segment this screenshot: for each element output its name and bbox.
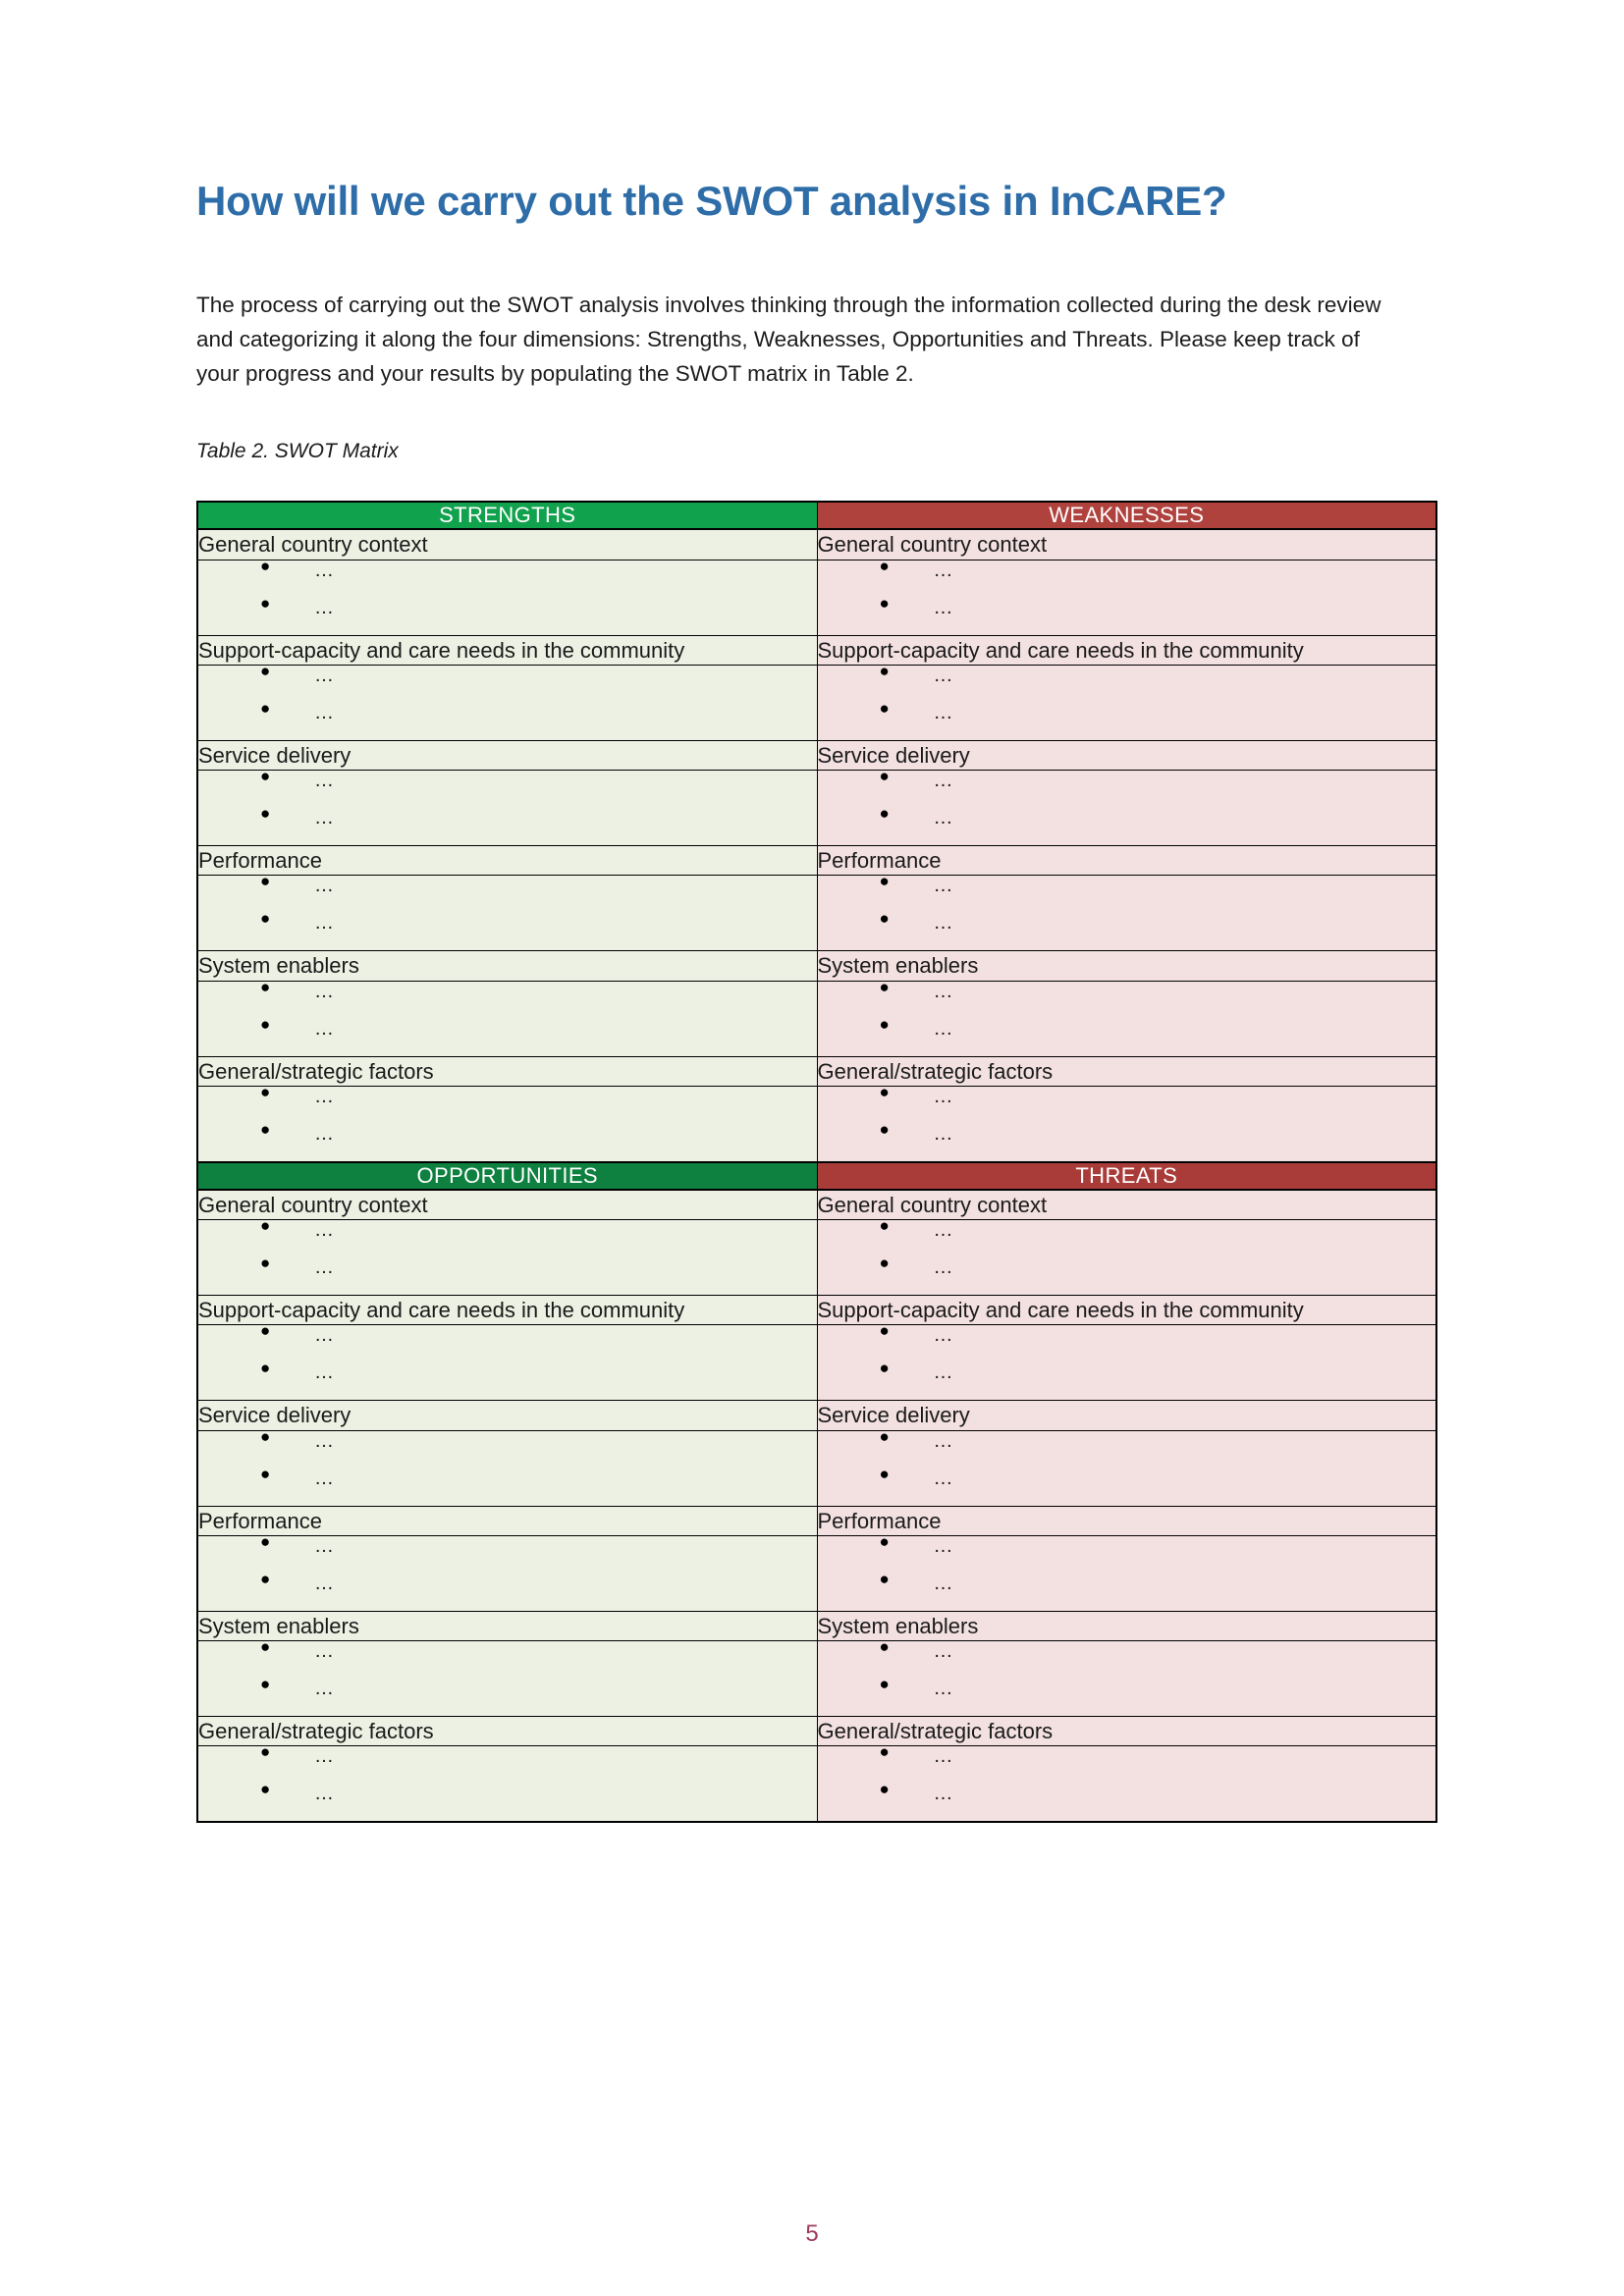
bullet-list xyxy=(198,876,817,950)
category-label-threats-5: General/strategic factors xyxy=(817,1717,1436,1746)
table-row xyxy=(197,1717,1436,1746)
table-caption: Table 2. SWOT Matrix xyxy=(196,440,399,463)
bullet-list xyxy=(198,982,817,1056)
bullets-strengths-2[interactable] xyxy=(197,771,817,846)
list-item[interactable]: ● … xyxy=(198,1679,817,1716)
bullets-strengths-1[interactable] xyxy=(197,665,817,740)
list-item[interactable]: ● … xyxy=(818,1087,1436,1124)
list-item[interactable]: ● … xyxy=(198,598,817,635)
category-label-opportunities-4: System enablers xyxy=(197,1611,817,1640)
bullet-list xyxy=(818,1087,1436,1161)
table-row-band-top xyxy=(197,502,1436,529)
bullet-list xyxy=(198,1220,817,1295)
list-item[interactable]: ● … xyxy=(818,1220,1436,1257)
list-item[interactable]: ● … xyxy=(198,1641,817,1679)
category-label-weaknesses-1: Support-capacity and care needs in the community xyxy=(817,635,1436,665)
category-label-opportunities-5: General/strategic factors xyxy=(197,1717,817,1746)
band-header-threats: THREATS xyxy=(817,1162,1436,1190)
bullets-weaknesses-2[interactable] xyxy=(817,771,1436,846)
list-item[interactable]: ● … xyxy=(818,1468,1436,1506)
list-item[interactable]: ● … xyxy=(818,1784,1436,1821)
table-row xyxy=(197,1296,1436,1325)
table-row-band-bottom xyxy=(197,1162,1436,1190)
bullets-weaknesses-3[interactable] xyxy=(817,876,1436,951)
page-number: 5 xyxy=(805,2220,819,2247)
bullets-threats-0[interactable] xyxy=(817,1220,1436,1296)
category-label-strengths-3: Performance xyxy=(197,846,817,876)
list-item[interactable]: ● … xyxy=(818,771,1436,808)
list-item[interactable]: ● … xyxy=(198,876,817,913)
list-item[interactable]: ● … xyxy=(198,1746,817,1784)
list-item[interactable]: ● … xyxy=(818,1431,1436,1468)
list-item[interactable]: ● … xyxy=(198,808,817,845)
table-row xyxy=(197,1430,1436,1506)
list-item[interactable]: ● … xyxy=(198,1468,817,1506)
list-item[interactable]: ● … xyxy=(818,703,1436,740)
list-item[interactable]: ● … xyxy=(198,1536,817,1574)
bullets-weaknesses-4[interactable] xyxy=(817,981,1436,1056)
list-item[interactable]: ● … xyxy=(198,1431,817,1468)
bullet-list xyxy=(818,1220,1436,1295)
table-row xyxy=(197,1325,1436,1401)
category-label-weaknesses-3: Performance xyxy=(817,846,1436,876)
list-item[interactable]: ● … xyxy=(818,1124,1436,1161)
swot-matrix-table xyxy=(196,501,1437,1823)
list-item[interactable]: ● … xyxy=(818,876,1436,913)
table-row xyxy=(197,740,1436,770)
page-content xyxy=(196,175,1435,1823)
category-label-opportunities-0: General country context xyxy=(197,1190,817,1220)
table-row xyxy=(197,1086,1436,1162)
bullet-list xyxy=(818,561,1436,635)
bullets-opportunities-4[interactable] xyxy=(197,1641,817,1717)
category-label-threats-3: Performance xyxy=(817,1506,1436,1535)
table-row xyxy=(197,1220,1436,1296)
category-label-strengths-4: System enablers xyxy=(197,951,817,981)
list-item[interactable]: ● … xyxy=(198,1574,817,1611)
bullet-list xyxy=(198,1325,817,1400)
list-item[interactable]: ● … xyxy=(818,1536,1436,1574)
list-item[interactable]: ● … xyxy=(818,1257,1436,1295)
intro-paragraph: The process of carrying out the SWOT analysis involves thinking through the information collected during the desk review and categorizing it along the four dimensions: Strengths, Weaknesses, Opportunities and Threats. Please keep track of your progress and your results by populating the SWOT matrix in Table 2. xyxy=(196,292,1381,386)
table-row xyxy=(197,876,1436,951)
bullets-weaknesses-1[interactable] xyxy=(817,665,1436,740)
bullets-threats-3[interactable] xyxy=(817,1535,1436,1611)
list-item[interactable]: ● … xyxy=(818,982,1436,1019)
table-row xyxy=(197,1641,1436,1717)
list-item[interactable]: ● … xyxy=(198,982,817,1019)
bullet-list xyxy=(818,876,1436,950)
table-row xyxy=(197,951,1436,981)
category-label-strengths-0: General country context xyxy=(197,529,817,560)
list-item[interactable]: ● … xyxy=(198,1325,817,1362)
list-item[interactable]: ● … xyxy=(818,1641,1436,1679)
table-row xyxy=(197,1746,1436,1823)
table-row xyxy=(197,529,1436,560)
bullet-list xyxy=(198,1641,817,1716)
table-row xyxy=(197,560,1436,635)
table-row xyxy=(197,1190,1436,1220)
list-item[interactable]: ● … xyxy=(198,1019,817,1056)
list-item[interactable]: ● … xyxy=(818,1362,1436,1400)
table-row xyxy=(197,771,1436,846)
bullets-opportunities-2[interactable] xyxy=(197,1430,817,1506)
bullet-list xyxy=(818,982,1436,1056)
bullet-list xyxy=(818,666,1436,740)
bullets-strengths-3[interactable] xyxy=(197,876,817,951)
table-row xyxy=(197,1611,1436,1640)
list-item[interactable]: ● … xyxy=(818,1574,1436,1611)
bullets-threats-4[interactable] xyxy=(817,1641,1436,1717)
list-item[interactable]: ● … xyxy=(198,1257,817,1295)
bullets-weaknesses-5[interactable] xyxy=(817,1086,1436,1162)
bullet-list xyxy=(198,1087,817,1161)
bullets-strengths-4[interactable] xyxy=(197,981,817,1056)
table-row xyxy=(197,846,1436,876)
band-header-strengths: STRENGTHS xyxy=(197,502,817,529)
list-item[interactable]: ● … xyxy=(818,561,1436,598)
bullets-opportunities-5[interactable] xyxy=(197,1746,817,1823)
band-header-weaknesses: WEAKNESSES xyxy=(817,502,1436,529)
list-item[interactable]: ● … xyxy=(818,1325,1436,1362)
list-item[interactable]: ● … xyxy=(818,913,1436,950)
bullet-list xyxy=(198,1536,817,1611)
category-label-weaknesses-2: Service delivery xyxy=(817,740,1436,770)
bullets-weaknesses-0[interactable] xyxy=(817,560,1436,635)
category-label-threats-1: Support-capacity and care needs in the community xyxy=(817,1296,1436,1325)
bullet-list xyxy=(818,771,1436,845)
page-title: How will we carry out the SWOT analysis in InCARE? xyxy=(196,178,1227,224)
list-item[interactable]: ● … xyxy=(198,913,817,950)
list-item[interactable]: ● … xyxy=(818,1679,1436,1716)
bullet-list xyxy=(818,1641,1436,1716)
category-label-weaknesses-4: System enablers xyxy=(817,951,1436,981)
bullet-list xyxy=(198,1431,817,1506)
bullet-list xyxy=(198,771,817,845)
bullet-list xyxy=(818,1325,1436,1400)
table-row xyxy=(197,635,1436,665)
category-label-strengths-1: Support-capacity and care needs in the community xyxy=(197,635,817,665)
list-item[interactable]: ● … xyxy=(198,1087,817,1124)
bullet-list xyxy=(198,666,817,740)
bullets-threats-2[interactable] xyxy=(817,1430,1436,1506)
list-item[interactable]: ● … xyxy=(198,1220,817,1257)
table-row xyxy=(197,1401,1436,1430)
list-item[interactable]: ● … xyxy=(818,666,1436,703)
category-label-threats-0: General country context xyxy=(817,1190,1436,1220)
category-label-opportunities-3: Performance xyxy=(197,1506,817,1535)
list-item[interactable]: ● … xyxy=(818,1746,1436,1784)
bullet-list xyxy=(198,1746,817,1821)
band-header-opportunities: OPPORTUNITIES xyxy=(197,1162,817,1190)
list-item[interactable]: ● … xyxy=(818,1019,1436,1056)
bullets-opportunities-1[interactable] xyxy=(197,1325,817,1401)
table-row xyxy=(197,1056,1436,1086)
bullet-list xyxy=(198,561,817,635)
list-item[interactable]: ● … xyxy=(198,1124,817,1161)
category-label-weaknesses-0: General country context xyxy=(817,529,1436,560)
category-label-strengths-2: Service delivery xyxy=(197,740,817,770)
table-row xyxy=(197,665,1436,740)
list-item[interactable]: ● … xyxy=(198,1362,817,1400)
category-label-opportunities-1: Support-capacity and care needs in the community xyxy=(197,1296,817,1325)
category-label-opportunities-2: Service delivery xyxy=(197,1401,817,1430)
bullets-threats-1[interactable] xyxy=(817,1325,1436,1401)
table-row xyxy=(197,981,1436,1056)
list-item[interactable]: ● … xyxy=(198,1784,817,1821)
list-item[interactable]: ● … xyxy=(818,598,1436,635)
bullets-strengths-5[interactable] xyxy=(197,1086,817,1162)
list-item[interactable]: ● … xyxy=(198,771,817,808)
list-item[interactable]: ● … xyxy=(198,703,817,740)
bullets-threats-5[interactable] xyxy=(817,1746,1436,1823)
bullets-strengths-0[interactable] xyxy=(197,560,817,635)
category-label-weaknesses-5: General/strategic factors xyxy=(817,1056,1436,1086)
list-item[interactable]: ● … xyxy=(198,561,817,598)
bullets-opportunities-0[interactable] xyxy=(197,1220,817,1296)
bullets-opportunities-3[interactable] xyxy=(197,1535,817,1611)
bullet-list xyxy=(818,1536,1436,1611)
category-label-strengths-5: General/strategic factors xyxy=(197,1056,817,1086)
table-row xyxy=(197,1506,1436,1535)
table-row xyxy=(197,1535,1436,1611)
bullet-list xyxy=(818,1431,1436,1506)
category-label-threats-2: Service delivery xyxy=(817,1401,1436,1430)
category-label-threats-4: System enablers xyxy=(817,1611,1436,1640)
list-item[interactable]: ● … xyxy=(198,666,817,703)
bullet-list xyxy=(818,1746,1436,1821)
list-item[interactable]: ● … xyxy=(818,808,1436,845)
